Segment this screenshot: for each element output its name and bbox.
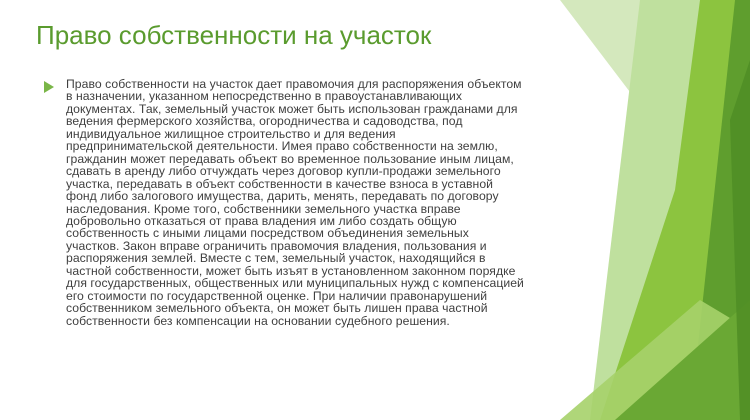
- body-line: индивидуальное жилищное строительство и для ведения: [66, 126, 396, 141]
- body-line: собственником земельного объекта, он может быть лишен права частной: [66, 301, 488, 316]
- body-line: частной собственности, может быть изъят в установленном законном порядке: [66, 263, 516, 278]
- body-line: собственности без компенсации на основании судебного решения.: [66, 313, 450, 328]
- body-line: документах. Так, земельный участок может быть использован гражданами для: [66, 101, 518, 116]
- body-line: распоряжения землей. Вместе с тем, земельный участок, находящийся в: [66, 251, 486, 266]
- body-line: наследования. Кроме того, собственники земельного участка вправе: [66, 201, 461, 216]
- body-line: в назначении, указанном непосредственно в правоустанавливающих: [66, 89, 462, 104]
- body-line: собственность с иными лицами посредством объединения земельных: [66, 226, 469, 241]
- body-line: гражданин может передавать объект во временное пользование иным лицам,: [66, 151, 514, 166]
- body-line: для государственных, общественных или муниципальных нужд с компенсацией: [66, 276, 524, 291]
- body-line: Право собственности на участок дает правомочия для распоряжения объектом: [66, 77, 522, 91]
- body-line: добровольно отказаться от права владения им либо создать общую: [66, 213, 457, 228]
- slide-title: Право собственности на участок: [36, 20, 432, 50]
- slide-body-text: [66, 78, 586, 327]
- body-line: ведения фермерского хозяйства, огородничества и садоводства, под: [66, 114, 463, 129]
- body-line: сдавать в аренду либо отчуждать через договор купли-продажи земельного: [66, 164, 501, 179]
- body-line: предпринимательской деятельности. Имея право собственности на землю,: [66, 139, 498, 154]
- body-line: фонд либо залогового имущества, дарить, менять, передавать по договору: [66, 189, 499, 204]
- body-line: участков. Закон вправе ограничить правомочия владения, пользования и: [66, 238, 487, 253]
- body-line: его стоимости по государственной оценке. При наличии правонарушений: [66, 288, 488, 303]
- triangle-bullet-icon: [44, 81, 54, 93]
- body-line: участка, передавать в объект собственности в качестве взноса в уставной: [66, 176, 494, 191]
